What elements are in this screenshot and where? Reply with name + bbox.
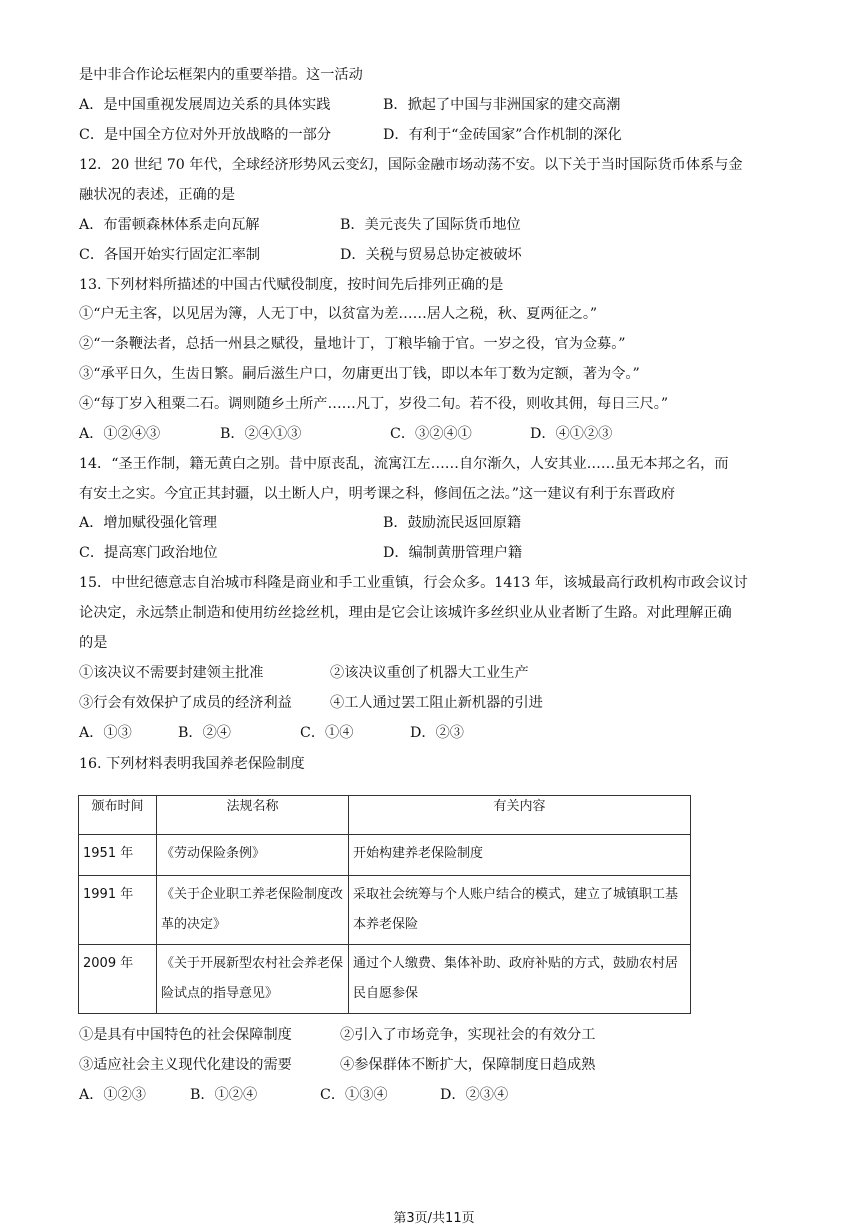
option-b: B．美元丧失了国际货币地位 <box>340 217 521 233</box>
option-c: C．是中国全方位对外开放战略的一部分 <box>79 127 332 143</box>
question-15-cont: 论决定，永远禁止制造和使用纺丝捻丝机，理由是它会让该城许多丝织业从业者断了生路。对此理解正确 <box>79 605 732 621</box>
table-cell: 2009 年 <box>79 945 157 1014</box>
statement-1: ①该决议不需要封建领主批准 <box>79 665 264 681</box>
table-cell: 《关于企业职工养老保险制度改革的决定》 <box>157 876 349 945</box>
question-15: 15．中世纪德意志自治城市科隆是商业和手工业重镇，行会众多。1413 年，该城最高行政机构市政会议讨 <box>79 575 748 591</box>
statement-3: ③行会有效保护了成员的经济利益 <box>79 695 292 711</box>
option-c: C．③②④① <box>390 426 472 442</box>
table-row <box>79 835 691 876</box>
table-row <box>79 876 691 945</box>
material-2: ②“一条鞭法者，总括一州县之赋役，量地计丁，丁粮毕输于官。一岁之役，官为佥募。” <box>79 336 626 352</box>
option-a: A．增加赋役强化管理 <box>79 515 217 531</box>
option-b: B．鼓励流民返回原籍 <box>383 515 522 531</box>
option-d: D．②③④ <box>440 1087 509 1103</box>
statement-2: ②该决议重创了机器大工业生产 <box>330 665 529 681</box>
table-cell: 1951 年 <box>79 835 157 876</box>
option-c: C．①④ <box>300 725 354 741</box>
pension-law-table <box>78 795 691 1014</box>
option-d: D．②③ <box>410 725 464 741</box>
option-a: A．布雷顿森林体系走向瓦解 <box>79 217 260 233</box>
statement-4: ④工人通过罢工阻止新机器的引进 <box>330 695 543 711</box>
material-4: ④“每丁岁入租粟二石。调则随乡土所产……凡丁，岁役二旬。若不役，则收其佣，每日三尺。” <box>79 396 669 412</box>
option-a: A．①②③ <box>79 1087 146 1103</box>
option-b: B．掀起了中国与非洲国家的建交高潮 <box>383 97 621 113</box>
statement-4: ④参保群体不断扩大，保障制度日趋成熟 <box>340 1057 596 1073</box>
question-14: 14．“圣王作制，籍无黄白之别。昔中原丧乱，流寓江左……自尔渐久，人安其业……虽无本邦之名，而 <box>79 456 729 472</box>
option-d: D．编制黄册管理户籍 <box>383 545 523 561</box>
table-cell: 《劳动保险条例》 <box>157 835 349 876</box>
question-12-cont: 融状况的表述，正确的是 <box>79 187 236 203</box>
question-14-cont: 有安土之实。今宜正其封疆，以土断人户，明考课之科，修闾伍之法。”这一建议有利于东晋政府 <box>79 486 676 502</box>
question-12: 12．20 世纪 70 年代，全球经济形势风云变幻，国际金融市场动荡不安。以下关于当时国际货币体系与金 <box>79 157 743 173</box>
table-cell: 采取社会统筹与个人账户结合的模式，建立了城镇职工基本养老保险 <box>349 876 691 945</box>
option-b: B．①②④ <box>190 1087 258 1103</box>
option-b: B．②④①③ <box>220 426 302 442</box>
statement-3: ③适应社会主义现代化建设的需要 <box>79 1057 292 1073</box>
statement-2: ②引入了市场竞争，实现社会的有效分工 <box>340 1027 596 1043</box>
option-c: C．①③④ <box>320 1087 388 1103</box>
table-header-row <box>79 796 691 835</box>
table-cell: 《关于开展新型农村社会养老保险试点的指导意见》 <box>157 945 349 1014</box>
option-b: B．②④ <box>178 725 231 741</box>
table-cell: 开始构建养老保险制度 <box>349 835 691 876</box>
option-a: A．是中国重视发展周边关系的具体实践 <box>79 97 331 113</box>
page-number: 第3页/共11页 <box>393 1211 475 1226</box>
material-3: ③“承平日久，生齿日繁。嗣后滋生户口，勿庸更出丁钱，即以本年丁数为定额，著为令。” <box>79 366 640 382</box>
statement-1: ①是具有中国特色的社会保障制度 <box>79 1027 292 1043</box>
option-d: D．④①②③ <box>530 426 613 442</box>
option-d: D．有利于“金砖国家”合作机制的深化 <box>383 127 622 143</box>
question-13: 13. 下列材料所描述的中国古代赋役制度，按时间先后排列正确的是 <box>79 277 504 293</box>
option-d: D．关税与贸易总协定被破坏 <box>340 247 522 263</box>
header-content: 有关内容 <box>349 796 691 835</box>
question-15-cont: 的是 <box>79 635 108 651</box>
table-row <box>79 945 691 1014</box>
table-cell: 通过个人缴费、集体补助、政府补贴的方式，鼓励农村居民自愿参保 <box>349 945 691 1014</box>
option-a: A．①③ <box>79 725 132 741</box>
header-law-name: 法规名称 <box>157 796 349 835</box>
text-line: 是中非合作论坛框架内的重要举措。这一活动 <box>79 67 363 83</box>
option-a: A．①②④③ <box>79 426 161 442</box>
question-16: 16. 下列材料表明我国养老保险制度 <box>79 756 305 772</box>
material-1: ①“户无主客，以见居为簿，人无丁中，以贫富为差……居人之税，秋、夏两征之。” <box>79 306 598 322</box>
table-cell: 1991 年 <box>79 876 157 945</box>
option-c: C．各国开始实行固定汇率制 <box>79 247 261 263</box>
header-date: 颁布时间 <box>79 796 157 835</box>
option-c: C．提高寒门政治地位 <box>79 545 218 561</box>
